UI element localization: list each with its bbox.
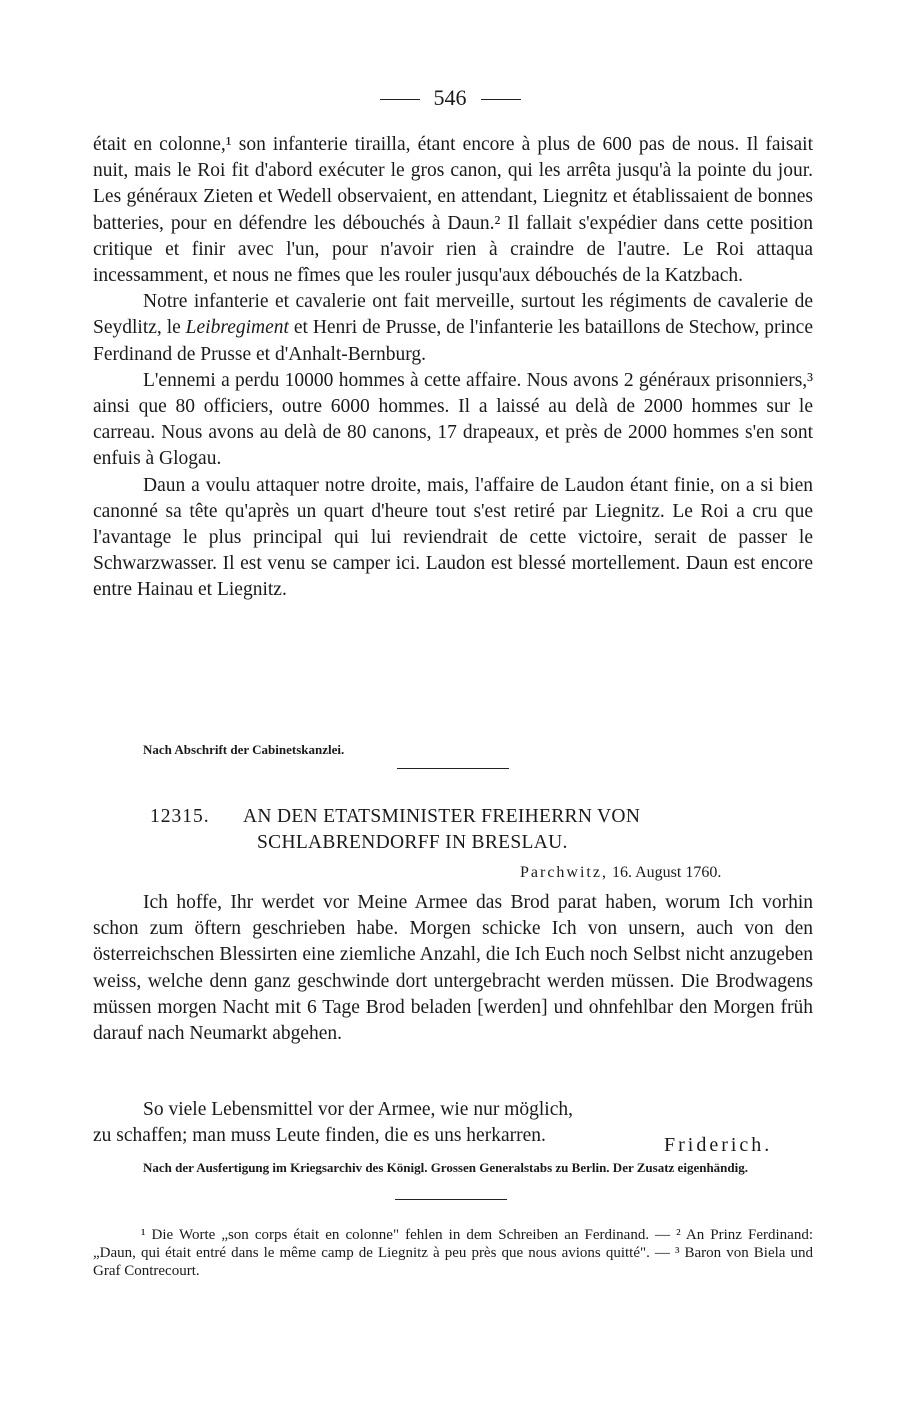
page-number: 546 [433, 85, 467, 110]
paragraph-2: Notre infanterie et cavalerie ont fait merveille, surtout les régiments de cavalerie de Seydlitz, le Leibregiment et Henri de Prusse, de l'infanterie les bataillons de Stechow, prince Ferdinand de Prusse et d'Anhalt-Bernburg. [93, 291, 813, 365]
paragraph-1: était en colonne,¹ son infanterie tirailla, étant encore à plus de 600 pas de nous. Il faisait nuit, mais le Roi fit d'abord exécuter le gros canon, qui les arrêta jusqu'à la pointe du jour. Les généraux Zieten et Wedell observaient, en attendant, Liegnitz et établissaient de bonnes batteries, pour en défendre les débouchés à Daun.² Il fallait s'expédier dans cette position critique et finir avec l'un, pour n'avoir rien à craindre de l'autre. Le Roi attaqua incessamment, et nous ne fîmes que les rouler jusqu'aux débouchés de la Katzbach. [93, 134, 813, 287]
italic-term: Leibregiment [185, 317, 289, 339]
dateline-date: 16. August 1760. [607, 864, 722, 881]
header-dash-left [380, 99, 420, 100]
paragraph-3: L'ennemi a perdu 10000 hommes à cette affaire. Nous avons 2 généraux prisonniers,³ ainsi que 80 officiers, outre 6000 hommes. Il a laissé au delà de 2000 hommes sur le carreau. Nous avons au delà de 80 canons, 17 drapeaux, et près de 2000 hommes s'en sont enfuis à Glogau. [93, 369, 813, 470]
page-header [0, 84, 900, 112]
header-dash-right [481, 99, 521, 100]
letter-body-paragraph: Ich hoffe, Ihr werdet vor Meine Armee das Brod parat haben, worum Ich vorhin schon zum öftern geschrieben habe. Morgen schicke Ich von unsern, auch von den österreichschen Blessirten eine ziemliche Anzahl, die Ich Euch noch Selbst nicht anzugeben weiss, welche denn ganz geschwinde dort untergebracht werden müssen. Die Brodwagens müssen morgen Nacht mit 6 Tage Brod beladen [werden] und ohnfehlbar den Morgen früh darauf nach Neumarkt abgehen. [93, 892, 813, 1045]
previous-letter-text [93, 132, 813, 604]
letter-body [93, 890, 813, 1047]
letter-source-note: Nach der Ausfertigung im Kriegsarchiv des Königl. Grossen Generalstabs zu Berlin. Der Zusatz eigenhändig. [143, 1160, 748, 1175]
dateline-place: Parchwitz, [520, 864, 608, 881]
previous-source-note: Nach Abschrift der Cabinetskanzlei. [143, 742, 345, 757]
postscript-text: So viele Lebensmittel vor der Armee, wie nur möglich, zu schaffen; man muss Leute finden, die es uns herkarren. [93, 1099, 573, 1147]
footnotes-text: ¹ Die Worte „son corps était en colonne" fehlen in dem Schreiben an Ferdinand. — ² An Prinz Ferdinand: „Daun, qui était entré dans le même camp de Liegnitz à peu près que nous avions quitté". — ³ Baron von Biela und Graf Contrecourt. [93, 1227, 813, 1279]
signature: Friderich. [664, 1134, 773, 1156]
letter-number: 12315. [150, 806, 210, 827]
dateline [520, 863, 721, 883]
letter-title-line1: AN DEN ETATSMINISTER FREIHERRN VON [243, 806, 641, 827]
separator-rule [397, 768, 509, 769]
footnote-rule [395, 1199, 507, 1200]
letter-title-line2: SCHLABRENDORFF IN BRESLAU. [257, 832, 568, 853]
footnotes [93, 1226, 813, 1280]
paragraph-4: Daun a voulu attaquer notre droite, mais, l'affaire de Laudon étant finie, on a si bien canonné sa tête qu'après un quart d'heure tout s'est retiré par Liegnitz. Le Roi a cru que l'avantage le plus principal qui lui reviendrait de cette victoire, serait de passer le Schwarzwasser. Il est venu se camper ici. Laudon est blessé mortellement. Daun est encore entre Hainau et Liegnitz. [93, 474, 813, 601]
